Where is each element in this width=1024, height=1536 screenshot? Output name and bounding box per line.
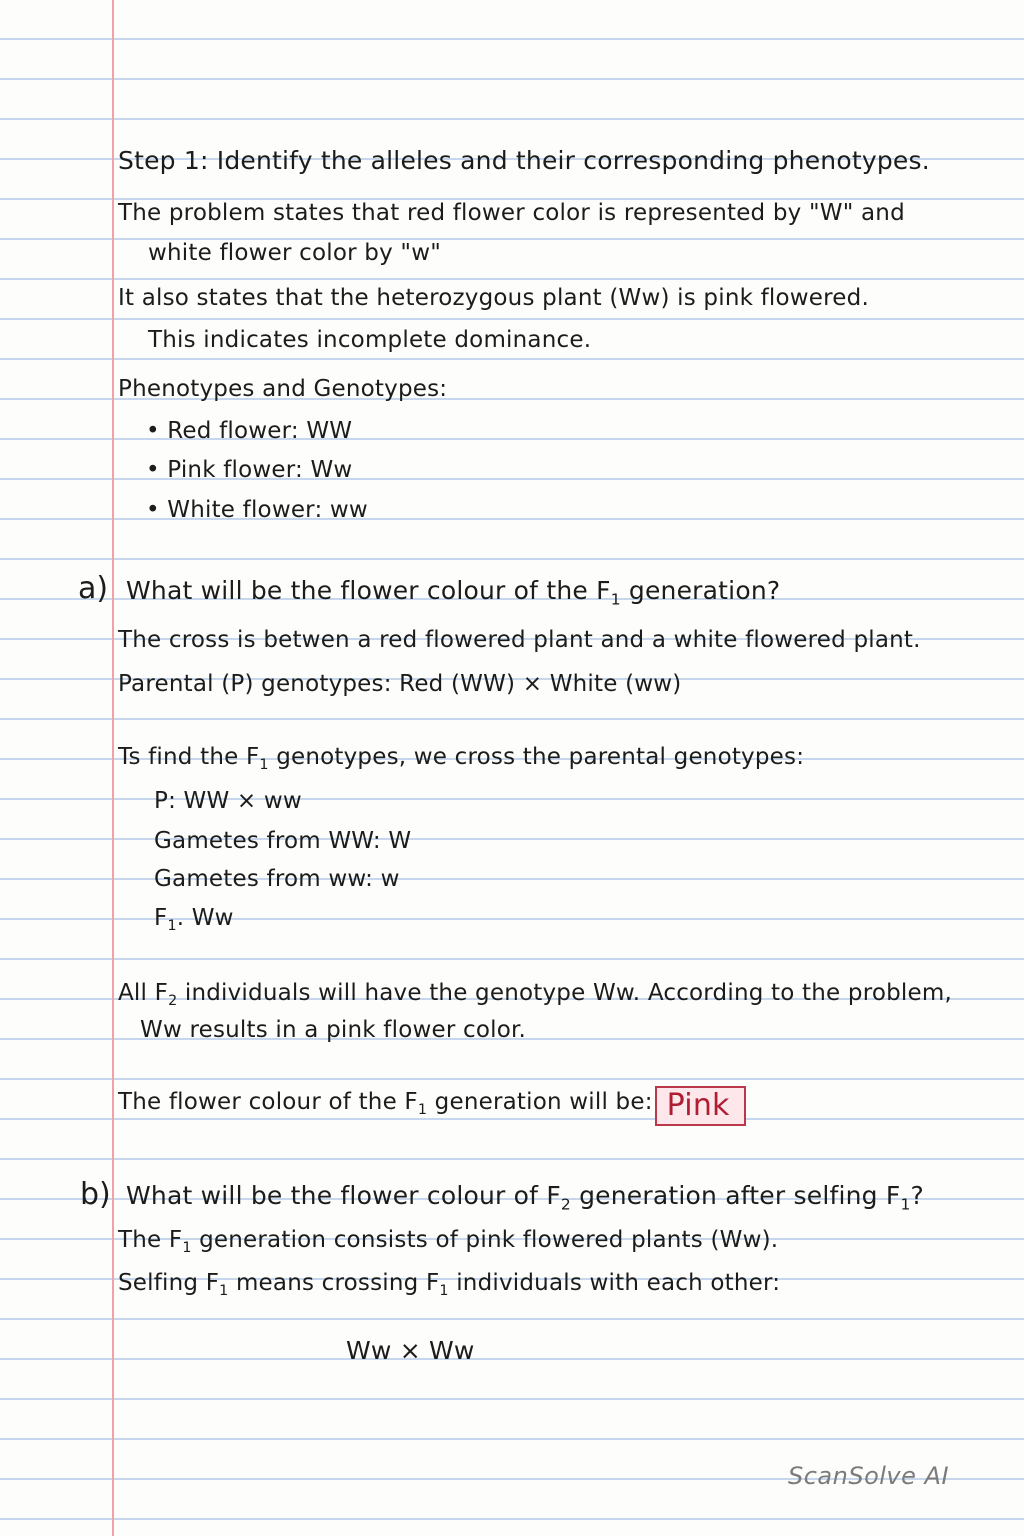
margin-line (112, 0, 114, 1536)
part-b-label: b) (80, 1177, 111, 1212)
step1-line3: It also states that the heterozygous plant (Ww) is pink flowered. (118, 285, 869, 311)
part-a-gamete2: Gametes from ww: w (154, 866, 400, 892)
answer-box: Pink (655, 1086, 746, 1126)
part-b-question: What will be the flower colour of $F_2$ generation after selfing $F_1$? (126, 1181, 924, 1214)
watermark: ScanSolve AI (788, 1462, 950, 1490)
part-a-line2: Parental (P) genotypes: Red (WW) × White (ww) (118, 671, 682, 697)
step1-line2: white flower color by "w" (148, 240, 441, 266)
bullet-white: • White flower: ww (146, 497, 368, 523)
part-b-cross: Ww × Ww (346, 1336, 475, 1365)
part-a-gamete1: Gametes from WW: W (154, 828, 412, 854)
part-a-f1: $F_1$. Ww (154, 905, 234, 934)
step1-line1: The problem states that red flower color is represented by "W" and (118, 200, 905, 226)
part-a-line5: Ww results in a pink flower color. (140, 1017, 527, 1043)
part-a-line1: The cross is betwen a red flowered plant and a white flowered plant. (118, 627, 921, 653)
part-b-line2: Selfing $F_1$ means crossing $F_1$ individuals with each other: (118, 1270, 781, 1299)
part-a-cross: P: WW × ww (154, 788, 302, 814)
step1-heading: Step 1: Identify the alleles and their corresponding phenotypes. (118, 146, 930, 175)
bullet-red: • Red flower: WW (146, 418, 353, 444)
step1-line4: This indicates incomplete dominance. (148, 327, 592, 353)
part-a-question: What will be the flower colour of the $F_1$ generation? (126, 576, 781, 609)
part-a-answer-line: The flower colour of the $F_1$ generation will be: Pink (118, 1086, 746, 1126)
part-a-line3: Ts find the $F_1$ genotypes, we cross the parental genotypes: (118, 744, 805, 773)
part-a-line4: All $F_2$ individuals will have the genotype Ww. According to the problem, (118, 980, 952, 1009)
phenotypes-heading: Phenotypes and Genotypes: (118, 376, 448, 402)
part-a-label: a) (78, 571, 109, 606)
bullet-pink: • Pink flower: Ww (146, 457, 353, 483)
part-b-line1: The $F_1$ generation consists of pink flowered plants (Ww). (118, 1227, 779, 1256)
